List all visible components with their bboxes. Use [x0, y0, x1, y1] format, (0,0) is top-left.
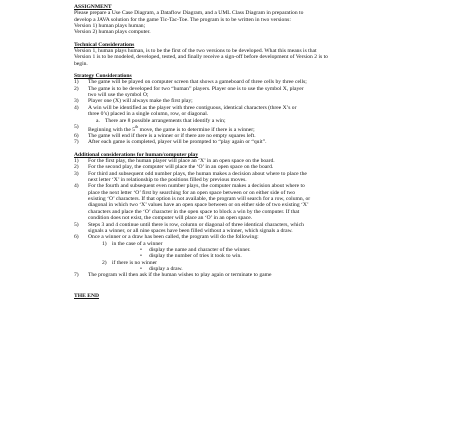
- assignment-heading: ASSIGNMENT: [74, 4, 112, 10]
- bullet-text: display the number of tries it took to win.: [149, 253, 242, 260]
- document-body: [74, 4, 404, 299]
- nested-number: 1): [102, 240, 107, 247]
- item-text: The game will be played on computer screen that shows a gameboard of three cells by three cells;: [88, 79, 307, 86]
- item-number: 7): [74, 272, 79, 279]
- item-text: For third and subsequent odd number plays, the human makes a decision about where to place the: [88, 170, 307, 177]
- superscript: th: [135, 123, 139, 129]
- item-number: 5): [74, 123, 79, 130]
- strategy-item: [74, 124, 404, 133]
- additional-item: [74, 222, 404, 235]
- item-text: Steps 3 and 4 continue until there is row, column or diagonal of three identical characters, which: [88, 221, 304, 228]
- item-text: The program will then ask if the human wishes to play again or terminate to game: [88, 272, 272, 279]
- item-number: 1): [74, 158, 79, 165]
- additional-heading: Additional considerations for human/computer play: [74, 151, 199, 158]
- bullet-text: display the name and character of the winner.: [149, 246, 251, 253]
- bullet-icon: •: [140, 253, 142, 260]
- bullet-icon: •: [140, 265, 142, 272]
- item-text: place the next letter ‘O’ first by searching for an open space between or on either side of two: [88, 189, 296, 196]
- bullet-text: display a draw.: [149, 265, 183, 272]
- technical-heading: Technical Considerations: [74, 41, 135, 48]
- item-text: For the fourth and subsequent even number plays, the computer makes a decision about where to: [88, 183, 305, 190]
- item-text: three 0’s) placed in a single column, row, or diagonal.: [88, 111, 209, 118]
- item-text: The game is to be developed for two “human” players. Player one is to use the symbol X, player: [88, 85, 304, 92]
- additional-item: [74, 272, 404, 278]
- item-number: 3): [74, 170, 79, 177]
- item-text: For the second play, the computer will place the ‘O’ in an open space on the board.: [88, 164, 274, 171]
- strategy-list: [74, 79, 404, 145]
- item-text: The game will end if there is a winner or if there are no empty squares left.: [88, 133, 256, 140]
- bullet-icon: •: [140, 246, 142, 253]
- assignment-line: Please prepare a Use Case Diagram, a Dataflow Diagram, and a UML Class Diagram in preparation to: [74, 10, 304, 17]
- item-number: 7): [74, 139, 79, 146]
- additional-list: [74, 158, 404, 279]
- item-text: diagonal in which two ‘X’ values have an open space between or on either side of two existing ‘X’: [88, 202, 309, 209]
- item-number: 2): [74, 164, 79, 171]
- strategy-item: [74, 139, 404, 145]
- subitem-text: There are 8 possible arrangements that identify a win;: [105, 117, 226, 124]
- item-text: After each game is completed, player will be prompted to “play again or “quit”.: [88, 139, 267, 146]
- strategy-item: [74, 86, 404, 99]
- nested-text: if there is no winner: [112, 259, 158, 266]
- additional-item: [74, 171, 404, 184]
- item-text: A win will be identified as the player with three contiguous, identical characters (three X’s or: [88, 104, 297, 111]
- item-text: condition does not exist, the computer will place an ‘O’ in an open space.: [88, 215, 253, 222]
- item-number: 2): [74, 85, 79, 92]
- item-number: 4): [74, 183, 79, 190]
- assignment-line: Version 2) human plays computer.: [74, 29, 151, 36]
- item-number: 6): [74, 133, 79, 140]
- assignment-line: develop a JAVA solution for the game Tic-Tac-Toe. The program is to be written in two versions:: [74, 16, 291, 23]
- item-number: 6): [74, 234, 79, 241]
- technical-line: Version 1, human plays human, is to be the first of the two versions to be developed. What this means is that: [74, 48, 317, 55]
- technical-line: Version 1 is to be modeled, developed, tested, and finally receive a sign-off before development of Version 2 is to: [74, 54, 328, 61]
- additional-item: [74, 183, 404, 221]
- item-text: signals a winner, or all nine spaces have been filled without a winner, which signals a draw.: [88, 227, 293, 234]
- item-text: next letter ‘X’ in relationship to the positions filled by previous moves.: [88, 177, 247, 184]
- item-text: Once a winner or a draw has been called, the program will do the following:: [88, 234, 259, 241]
- item-number: 3): [74, 98, 79, 105]
- nested-text: in the case of a winner: [112, 240, 163, 247]
- item-text: move, the game is to determine if there is a winner;: [138, 126, 255, 133]
- nested-number: 2): [102, 259, 107, 266]
- item-text: characters and place the ‘O’ character in the open space to block a win by the computer. If that: [88, 208, 300, 215]
- item-text: Beginning with the 5: [88, 126, 136, 133]
- item-text: existing ‘O’ characters. If that option is not available, the program will search for a row, column, or: [88, 196, 311, 203]
- strategy-heading: Strategy Considerations: [74, 73, 132, 80]
- item-text: two will use the symbol O;: [88, 92, 149, 99]
- assignment-line: Version 1) human plays human;: [74, 23, 146, 30]
- item-text: For the first play, the human player will place an ‘X’ in an open space on the board.: [88, 158, 275, 165]
- item-text: Player one (X) will always make the first play;: [88, 98, 193, 105]
- the-end-heading: THE END: [74, 292, 100, 299]
- strategy-item: [74, 105, 404, 118]
- item-number: 1): [74, 79, 79, 86]
- item-number: 4): [74, 104, 79, 111]
- technical-line: begin.: [74, 60, 88, 67]
- subitem-label: a.: [96, 117, 100, 124]
- item-number: 5): [74, 221, 79, 228]
